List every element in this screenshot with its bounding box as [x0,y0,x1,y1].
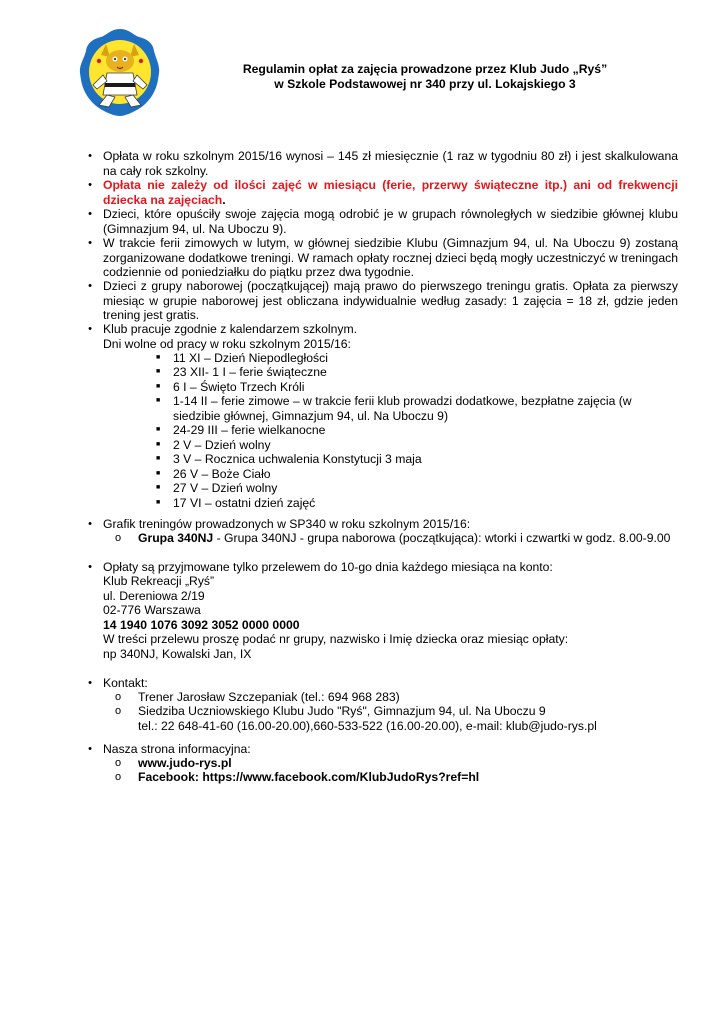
bullet-icon: • [88,150,92,162]
contact-section [88,676,678,691]
square-bullet-icon: ■ [156,368,161,375]
square-bullet-icon: ■ [156,455,161,462]
square-bullet-icon: ■ [156,441,161,448]
web-label: Nasza strona informacyjna: [103,742,251,756]
payment-section [88,560,678,575]
group-name: Grupa 340NJ [138,531,214,545]
payee-street: ul. Dereniowa 2/19 [103,589,205,603]
bullet-icon: • [88,280,92,292]
payment-intro: Opłaty są przyjmowane tylko przelewem do 10-go dnia każdego miesiąca na konto: [103,560,553,574]
square-bullet-icon: ■ [156,383,161,390]
circle-bullet-icon: o [115,532,122,544]
rule-text-end: . [222,192,226,207]
square-bullet-icon: ■ [156,470,161,477]
contact-label: Kontakt: [103,676,148,690]
rule-makeup-classes [88,207,678,236]
title-line-1: Regulamin opłat za zajęcia prowadzone przez Klub Judo „Ryś” [242,62,608,76]
rule-first-training-free [88,279,678,323]
lynx-judo-club-logo-icon [79,27,161,117]
rule-fee-fixed [88,178,678,207]
circle-bullet-icon: o [115,691,122,703]
payee-name: Klub Rekreacji „Ryś” [103,574,215,588]
days-off-heading: Dni wolne od pracy w roku szkolnym 2015/16: [103,336,351,351]
rule-fee-amount [88,149,678,178]
schedule-intro: Grafik treningów prowadzonych w SP340 w roku szkolnym 2015/16: [103,517,471,531]
rule-winter-training [88,236,678,280]
square-bullet-icon: ■ [156,354,161,361]
square-bullet-icon: ■ [156,484,161,491]
bullet-icon: • [88,518,92,530]
bullet-icon: • [88,323,92,335]
rule-school-calendar [88,322,678,351]
circle-bullet-icon: o [115,705,122,717]
square-bullet-icon: ■ [156,499,161,506]
rule-text: Dzieci, które opuściły swoje zajęcia mogą odrobić je w grupach równoległych w siedzibie głównej klubu (Gimnazjum 94, ul. Na Uboczu 9). [103,207,678,236]
square-bullet-icon: ■ [156,426,161,433]
bullet-icon: • [88,208,92,220]
rule-text-highlight: Opłata nie zależy od ilości zajęć w miesiącu (ferie, przerwy świąteczne itp.) ani od frekwencji dziecka na zajęciach [103,178,678,207]
rule-text: Dzieci z grupy naborowej (początkującej) mają prawo do pierwszego treningu gratis. Opłata za pierwszy miesiąc w grupie naborowej jest obliczana indywidualnie według zasady: 1 zajęcia = 18 zł, gdzie jeden trening jest gratis. [103,279,678,323]
square-bullet-icon: ■ [156,397,161,404]
website-url[interactable]: www.judo-rys.pl [138,756,232,770]
bank-account-number: 14 1940 1076 3092 3052 0000 0000 [103,618,300,632]
rule-text: Klub pracuje zgodnie z kalendarzem szkolnym. [103,322,358,336]
title-line-2: w Szkole Podstawowej nr 340 przy ul. Lokajskiego 3 [274,76,576,91]
circle-bullet-icon: o [115,771,122,783]
circle-bullet-icon: o [115,757,122,769]
group-details: - Grupa 340NJ - grupa naborowa (początkująca): wtorki i czwartki w godz. 8.00-9.00 [213,531,671,545]
document-title [175,62,675,91]
facebook-url[interactable]: Facebook: https://www.facebook.com/KlubJudoRys?ref=hl [138,770,480,784]
web-section [88,742,678,757]
bullet-icon: • [88,179,92,191]
schedule-section [88,517,678,532]
bullet-icon: • [88,561,92,573]
rule-text: W trakcie ferii zimowych w lutym, w głównej siedzibie Klubu (Gimnazjum 94, ul. Na Uboczu 9) zostaną zorganizowane dodatkowe treningi. W ramach opłaty rocznej dzieci będą mogły uczestniczyć w treningach codziennie od poniedziałku do piątku przez dwa tygodnie. [103,236,678,280]
transfer-note: W treści przelewu proszę podać nr grupy, nazwisko i Imię dziecka oraz miesiąc opłaty: [103,632,569,646]
payee-city: 02-776 Warszawa [103,603,201,617]
rule-text: Opłata w roku szkolnym 2015/16 wynosi – 145 zł miesięcznie (1 raz w tygodniu 80 zł) i jest skalkulowana na cały rok szkolny. [103,149,678,178]
transfer-example: np 340NJ, Kowalski Jan, IX [103,647,252,661]
bullet-icon: • [88,743,92,755]
bullet-icon: • [88,237,92,249]
bullet-icon: • [88,677,92,689]
